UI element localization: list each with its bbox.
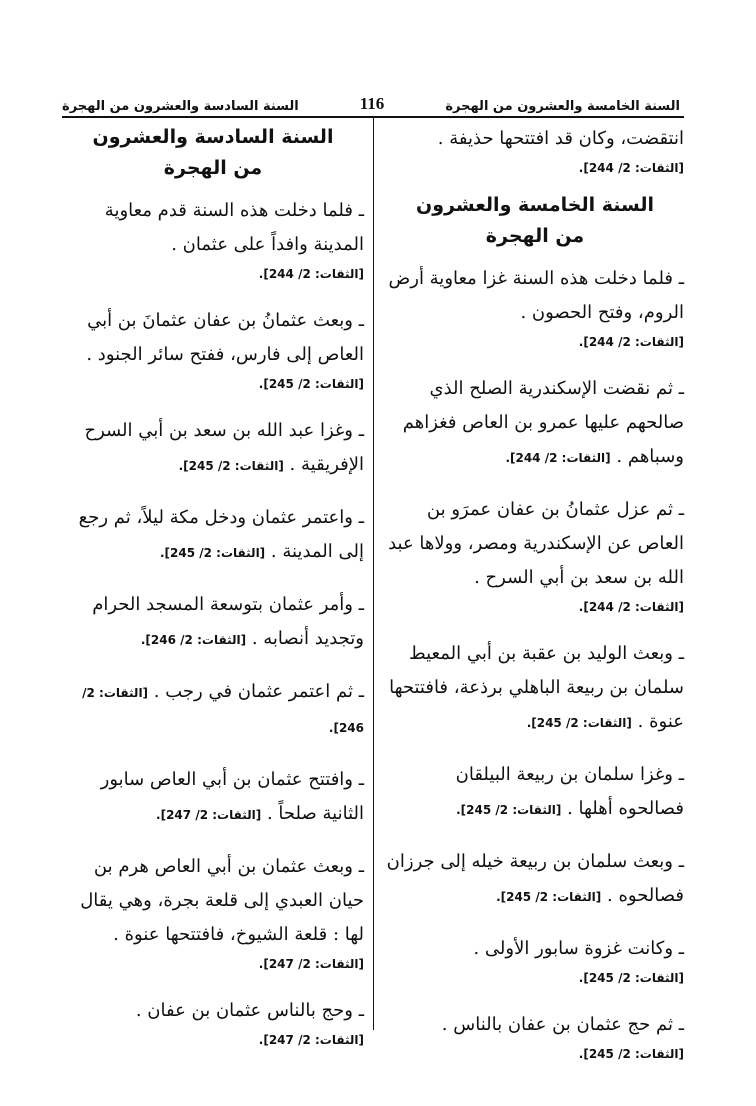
entry-source: [الثقات: 2/ 245]. (258, 377, 364, 391)
entry-text: ـ وبعث سلمان بن ربيعة خيله إلى جرزان فصالحوه . [الثقات: 2/ 245]. (386, 851, 684, 906)
page-number: 116 (359, 94, 385, 113)
page-header (62, 86, 680, 114)
entry-text: ـ وأمر عثمان بتوسعة المسجد الحرام وتجديد أنصابه . [الثقات: 2/ 246]. (92, 594, 364, 649)
entry-text: ـ ثم عزل عثمانُ بن عفان عمرَو بن العاص عن الإسكندرية ومصر، وولاها عبد الله بن سعد بن أبي السرح . (388, 499, 684, 588)
entry-source: [الثقات: 2/ 245]. (159, 546, 266, 560)
section-title-line-2: من الهجرة (485, 225, 585, 247)
entry-source: [الثقات: 2/ 244]. (578, 600, 684, 614)
left-column (62, 122, 364, 1052)
entry-source: [الثقات: 2/ 245]. (526, 716, 632, 730)
entry-source: [الثقات: 2/ 247]. (156, 808, 262, 822)
running-title-left: السنة السادسة والعشرون من الهجرة (62, 99, 299, 114)
entry-source: [الثقات: 2/ 244]. (578, 335, 684, 349)
entry-text: ـ واعتمر عثمان ودخل مكة ليلاً، ثم رجع إلى المدينة . [الثقات: 2/ 245]. (78, 507, 364, 562)
entry-text: ـ وافتتح عثمان بن أبي العاص سابور الثانية صلحاً . [الثقات: 2/ 247]. (100, 769, 364, 824)
entry-text: ـ وبعث عثمانُ بن عفان عثمانَ بن أبي العاص إلى فارس، ففتح سائر الجنود . (86, 310, 364, 365)
entry-text: ـ ثم نقضت الإسكندرية الصلح الذي صالحهم عليها عمرو بن العاص فغزاهم وسباهم . [الثقات: 2/ 244]. (402, 378, 684, 467)
continued-entry: انتقضت، وكان قد افتتحها حذيفة . (437, 128, 684, 149)
entry-source: [الثقات: 2/ 244]. (578, 161, 684, 175)
entry-text: ـ وحج بالناس عثمان بن عفان . (135, 1000, 364, 1021)
entry-text: ـ ثم حج عثمان بن عفان بالناس . (441, 1014, 684, 1035)
section-title-line-2: من الهجرة (163, 157, 263, 179)
entry-source: [الثقات: 2/ 246]. (82, 686, 364, 735)
section-title (62, 122, 364, 184)
entry-text: ـ وغزا سلمان بن ربيعة البيلقان فصالحوه أهلها . [الثقات: 2/ 245]. (455, 764, 684, 819)
section-title-line-1: السنة السادسة والعشرون (92, 126, 334, 148)
section-title-line-1: السنة الخامسة والعشرون (416, 194, 654, 216)
section-title (386, 190, 684, 252)
entry-source: [الثقات: 2/ 247]. (258, 957, 364, 971)
entry-source: [الثقات: 2/ 244]. (505, 451, 611, 465)
entry-text: ـ ثم اعتمر عثمان في رجب . [الثقات: 2/ 246]. (82, 681, 364, 735)
column-divider (373, 118, 374, 1030)
entry-source: [الثقات: 2/ 245]. (578, 971, 684, 985)
entry-source: [الثقات: 2/ 247]. (258, 1033, 364, 1047)
entry-text: ـ وغزا عبد الله بن سعد بن أبي السرح الإفريقية . [الثقات: 2/ 245]. (84, 420, 364, 475)
entry-text: ـ فلما دخلت هذه السنة قدم معاوية المدينة وافداً على عثمان . (104, 200, 364, 255)
entry-source: [الثقات: 2/ 245]. (578, 1047, 684, 1061)
entry-text: ـ وكانت غزوة سابور الأولى . (473, 938, 684, 959)
entry-text: ـ فلما دخلت هذه السنة غزا معاوية أرض الروم، وفتح الحصون . (388, 268, 684, 323)
entry-source: [الثقات: 2/ 245]. (178, 459, 284, 473)
running-title-right: السنة الخامسة والعشرون من الهجرة (445, 99, 680, 114)
entry-source: [الثقات: 2/ 245]. (456, 803, 562, 817)
entry-source: [الثقات: 2/ 245]. (496, 890, 602, 904)
entry-source: [الثقات: 2/ 246]. (140, 633, 247, 647)
entry-text: ـ وبعث الوليد بن عقبة بن أبي المعيط سلمان بن ربيعة الباهلي برذعة، فافتتحها عنوة . [الثقات: 2/ 245]. (389, 643, 684, 732)
entry-source: [الثقات: 2/ 244]. (258, 267, 364, 281)
entry-text: ـ وبعث عثمان بن أبي العاص هرم بن حيان العبدي إلى قلعة بجرة، وهي يقال لها : قلعة الشيوخ، فافتتحها عنوة . (80, 856, 364, 945)
right-column (386, 122, 684, 1066)
